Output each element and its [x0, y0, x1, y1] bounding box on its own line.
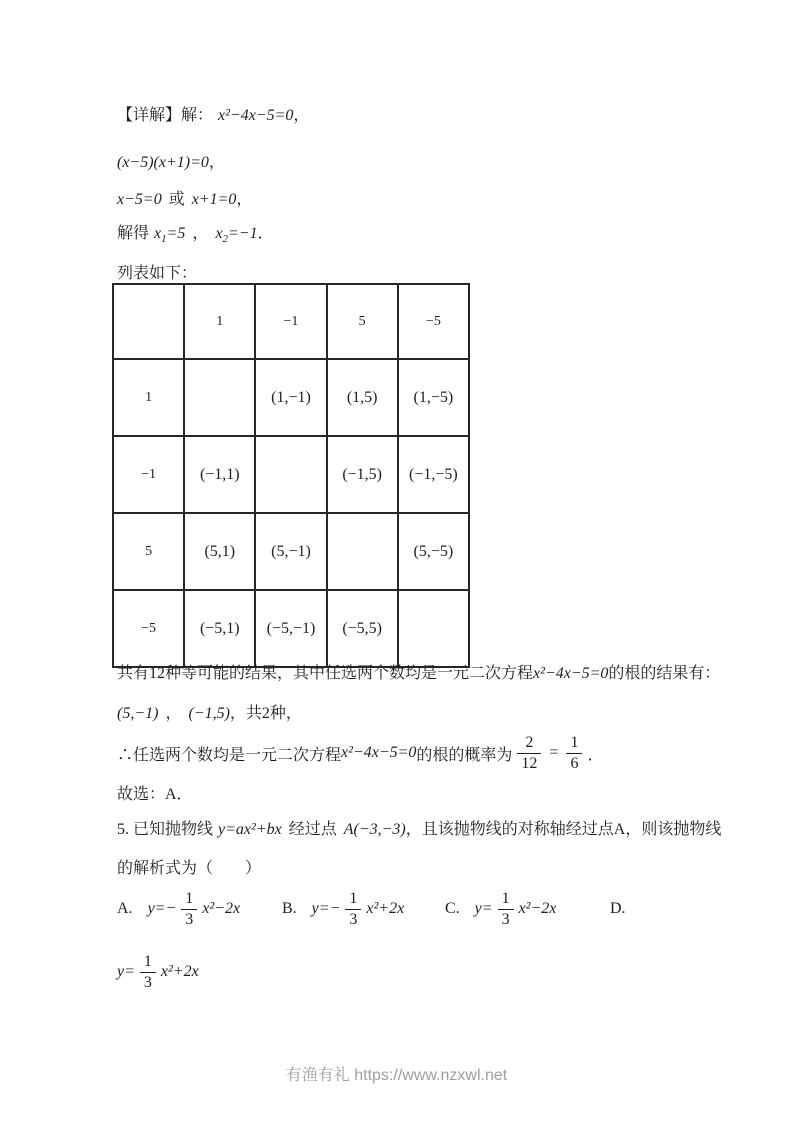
- subscript: 2: [222, 233, 229, 246]
- option-label: B.: [282, 900, 297, 917]
- equation: x−5=0: [117, 191, 162, 208]
- equation: y=ax²+bx: [218, 821, 282, 838]
- table-cell: (5,−1): [255, 513, 326, 590]
- formula-prefix: y=: [117, 963, 135, 980]
- table-cell: (1,5): [327, 359, 398, 436]
- punctuation: ．: [587, 746, 604, 764]
- punctuation: ，: [165, 705, 182, 722]
- pair: (−1,5): [188, 705, 230, 722]
- fraction: [345, 890, 361, 929]
- fraction: [181, 890, 197, 929]
- table-cell: (−1,−5): [398, 436, 469, 513]
- point: A(−3,−3): [343, 821, 406, 838]
- table-cell: [255, 436, 326, 513]
- fraction-denominator: 3: [140, 972, 156, 992]
- question5-line-1: 5. 已知抛物线 y=ax²+bx 经过点 A(−3,−3)，且该抛物线的对称轴经过点A，则该抛物线: [117, 821, 722, 838]
- solution-step-1: [117, 102, 309, 125]
- punctuation: ，: [192, 225, 209, 242]
- or-conjunction: 或: [168, 191, 185, 208]
- table-row: [113, 436, 469, 513]
- punctuation: ，: [208, 154, 225, 171]
- table-header-cell: −5: [398, 284, 469, 359]
- formula-prefix: y=−: [311, 900, 341, 917]
- detail-label: 【详解】: [117, 107, 182, 124]
- equation: x²−4x−5=0: [341, 744, 417, 761]
- table-cell: (1,−5): [398, 359, 469, 436]
- punctuation: ，: [293, 107, 310, 124]
- option-a: [117, 887, 240, 931]
- solve-lead: 解：: [181, 107, 214, 124]
- option-c: [445, 887, 556, 931]
- table-row: [113, 590, 469, 667]
- table-header-cell: −1: [255, 284, 326, 359]
- table-cell: (1,−1): [255, 359, 326, 436]
- fraction-numerator: 1: [185, 889, 194, 907]
- fraction-numerator: 2: [525, 733, 534, 751]
- question5-line-2: 的解析式为（ ）: [117, 860, 262, 877]
- formula-prefix: y=−: [147, 900, 177, 917]
- fraction-numerator: 1: [143, 952, 152, 970]
- probability-conclusion-line: ∴任选两个数均是一元二次方程 x²−4x−5=0 的根的概率为 $\frac{2}{12}$ = $\frac{1}{6}$ ．: [117, 733, 604, 772]
- fraction: [566, 734, 582, 773]
- table-cell: (5,−5): [398, 513, 469, 590]
- answer-line: 故选：A．: [117, 786, 193, 803]
- pair: (5,−1): [117, 705, 159, 722]
- row-label: −1: [113, 436, 184, 513]
- subscript: 1: [161, 233, 167, 246]
- variable: x: [215, 225, 223, 242]
- row-label: −5: [113, 590, 184, 667]
- fraction-numerator: 1: [349, 889, 358, 907]
- value: =5: [166, 225, 186, 242]
- therefore-lead: 解得: [117, 225, 150, 242]
- fraction-denominator: 6: [566, 753, 582, 773]
- fraction-numerator: 1: [570, 733, 579, 751]
- outcome-table: [112, 283, 470, 668]
- formula-suffix: x²+2x: [160, 963, 199, 980]
- fraction: [140, 953, 156, 992]
- answer-options: [117, 887, 717, 931]
- formula-suffix: x²−2x: [518, 900, 557, 917]
- equation: x²−4x−5=0: [533, 665, 609, 682]
- value: =−1: [228, 225, 258, 242]
- table-cell: (−1,1): [184, 436, 255, 513]
- formula-suffix: x²+2x: [366, 900, 405, 917]
- table-cell: (−5,−1): [255, 590, 326, 667]
- table-cell: [327, 513, 398, 590]
- summary-line: 共有12种等可能的结果，其中任选两个数均是一元二次方程x²−4x−5=0的根的结果有：: [117, 665, 721, 682]
- fraction-numerator: 1: [501, 889, 510, 907]
- fraction-denominator: 12: [517, 753, 541, 773]
- row-label: 1: [113, 359, 184, 436]
- fraction: [517, 734, 541, 773]
- fraction-denominator: 3: [345, 909, 361, 929]
- punctuation: ，: [236, 191, 253, 208]
- table-cell: [184, 359, 255, 436]
- variable: x: [154, 225, 162, 242]
- footer-watermark: [0, 1062, 793, 1085]
- fraction: [498, 890, 514, 929]
- table-caption: 列表如下：: [117, 265, 198, 282]
- formula-suffix: x²−2x: [202, 900, 241, 917]
- solution-step-3: [117, 186, 252, 209]
- table-row: [113, 359, 469, 436]
- table-cell: (−5,5): [327, 590, 398, 667]
- option-label: D.: [610, 900, 626, 917]
- table-corner-cell: [113, 284, 184, 359]
- equation: x+1=0: [191, 191, 237, 208]
- option-label: C.: [445, 900, 460, 917]
- table-cell: (−1,5): [327, 436, 398, 513]
- table-cell: [398, 590, 469, 667]
- equals-sign: =: [549, 744, 559, 761]
- table-header-cell: 1: [184, 284, 255, 359]
- favorable-pairs-line: (5,−1) ， (−1,5)，共2种，: [117, 705, 302, 722]
- fraction-denominator: 3: [181, 909, 197, 929]
- solution-step-4: [117, 220, 274, 245]
- equation: x²−4x−5=0: [218, 107, 294, 124]
- site-watermark-text: 有渔有礼 https://www.nzxwl.net: [285, 1067, 508, 1084]
- table-cell: (5,1): [184, 513, 255, 590]
- punctuation: ．: [257, 225, 274, 242]
- table-header-cell: 5: [327, 284, 398, 359]
- option-d-formula: [117, 950, 199, 994]
- row-label: 5: [113, 513, 184, 590]
- option-b: [282, 887, 404, 931]
- option-d: [610, 887, 641, 931]
- fraction-denominator: 3: [498, 909, 514, 929]
- equation: (x−5)(x+1)=0: [117, 154, 209, 171]
- solution-step-2: [117, 149, 225, 172]
- option-label: A.: [117, 900, 133, 917]
- table-cell: (−5,1): [184, 590, 255, 667]
- table-row: [113, 513, 469, 590]
- formula-prefix: y=: [474, 900, 493, 917]
- table-header-row: [113, 284, 469, 359]
